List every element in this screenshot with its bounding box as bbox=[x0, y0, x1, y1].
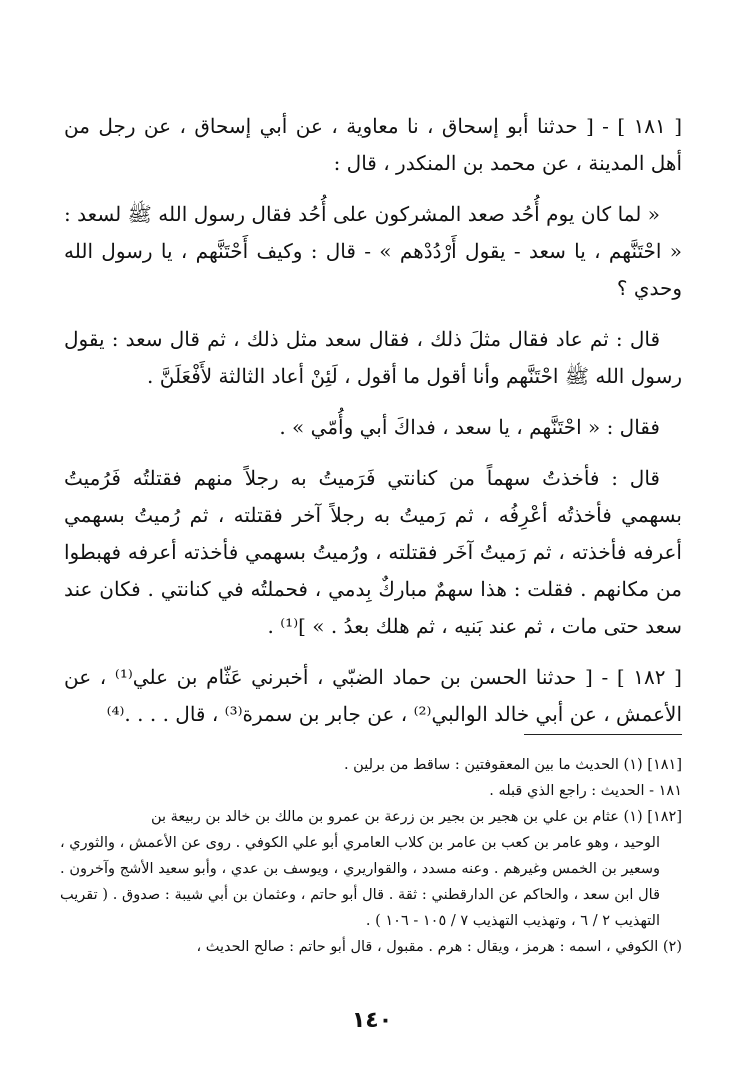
footnote-182-2: (٢) الكوفي ، اسمه : هرمز ، ويقال : هرم . مقبول ، قال أبو حاتم : صالح الحديث ، bbox=[196, 939, 682, 955]
page-number: ١٤٠ bbox=[351, 1008, 393, 1033]
footnote-182-1: [١٨٢] (١) عثام بن علي بن هجير بن بجير بن زرعة بن عمرو بن مالك بن خالد بن ربيعة بن bbox=[150, 809, 682, 825]
hadith-181-prophet-reply: فقال : « احْتَنَّهم ، يا سعد ، فداكَ أبي وأُمّي » . bbox=[279, 415, 660, 439]
footnote-182-1-continued: الوحيد ، وهو عامر بن كعب بن عامر بن كلاب العامري أبو علي الكوفي . روى عن الأعمش ، والثوري ، وسعير بن الخمس وغيرهم . وعنه مسدد ، والقواريري ، ويوسف بن عدي ، وأبو سعيد الأشج وآخرون . قال ابن سعد ، والحاكم عن الدارقطني : ثقة . قال أبو حاتم ، وعثمان بن أبي شيبة : صدوق . ( تقريب التهذيب ٢ / ٦ ، وتهذيب التهذيب ٧ / ١٠٥ - ١٠٦ ) . bbox=[60, 835, 660, 929]
footnote-divider bbox=[524, 734, 682, 735]
main-text bbox=[64, 108, 682, 733]
footnote-181-1: [١٨١] (١) الحديث ما بين المعقوفتين : ساقط من برلين . bbox=[343, 757, 682, 773]
hadith-181-continuation: قال : ثم عاد فقال مثلَ ذلك ، فقال سعد مثل ذلك ، ثم قال سعد : يقول رسول الله ﷺ احْتَنَّهم وأنا أقول ما أقول ، لَئِنْ أعاد الثالثة لأَفْعَلَنَّ . bbox=[64, 327, 682, 388]
footnote-181-ref: ١٨١ - الحديث : راجع الذي قبله . bbox=[489, 783, 682, 799]
hadith-181-arrow-story: قال : فأخذتُ سهماً من كنانتي فَرَميتُ به رجلاً منهم فقتلتُه فَرُميتُ بسهمي فأخذتُه أعْرِفُه ، ثم رَميتُ به رجلاً آخر فقتلته ، ثم رُميتُ بسهمي أعرفه فأخذته ، ثم رَميتُ آخَر فقتلته ، ورُميتُ بسهمي فأخذته أعرفه فهبطوا من مكانهم . فقلت : هذا سهمٌ مباركٌ بِدمي ، فحملتُه في كنانتي . فكان عند سعد حتى مات ، ثم عند بَنيه ، ثم هلك بعدُ . » ]⁽¹⁾ . bbox=[64, 466, 682, 638]
footnotes bbox=[60, 752, 682, 960]
hadith-182-heading: [ ١٨٢ ] - [ حدثنا الحسن بن حماد الضبّي ، أخبرني عَثّام بن علي⁽¹⁾ ، عن الأعمش ، عن أبي خالد الوالبي⁽²⁾ ، عن جابر بن سمرة⁽³⁾ ، قال . . . .⁽⁴⁾ bbox=[64, 665, 682, 726]
hadith-181-narration: « لما كان يوم أُحُد صعد المشركون على أُحُد فقال رسول الله ﷺ لسعد : « احْتَنَّهم ، يا سعد - يقول أَرْدُدْهم » - قال : وكيف أَحْتَنَّهم ، يا رسول الله وحدي ؟ bbox=[64, 202, 682, 300]
hadith-181-heading: [ ١٨١ ] - [ حدثنا أبو إسحاق ، نا معاوية ، عن أبي إسحاق ، عن رجل من أهل المدينة ، عن محمد بن المنكدر ، قال : bbox=[64, 114, 683, 175]
